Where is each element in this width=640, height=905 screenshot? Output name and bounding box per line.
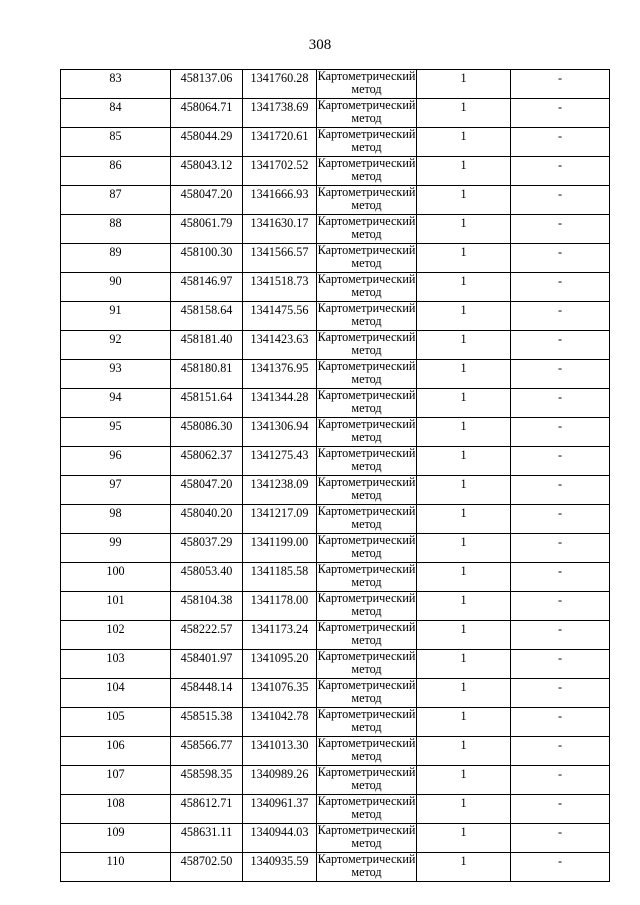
- method-text: Картометрический метод: [317, 504, 416, 531]
- y-coordinate-cell: 1341376.95: [243, 360, 317, 389]
- table-row: [61, 650, 610, 679]
- table-row: [61, 302, 610, 331]
- point-number-cell: 96: [61, 447, 171, 476]
- point-number-cell: 91: [61, 302, 171, 331]
- y-coordinate-cell: 1340944.03: [243, 824, 317, 853]
- point-number-cell: 103: [61, 650, 171, 679]
- y-coordinate-cell: 1340935.59: [243, 853, 317, 882]
- y-coordinate-cell: 1341199.00: [243, 534, 317, 563]
- x-coordinate-cell: 458181.40: [171, 331, 243, 360]
- y-coordinate-cell: 1341738.69: [243, 99, 317, 128]
- point-number-cell: 93: [61, 360, 171, 389]
- note-cell: -: [511, 360, 610, 389]
- table-row: [61, 563, 610, 592]
- method-cell: [317, 273, 417, 302]
- table-row: [61, 157, 610, 186]
- accuracy-cell: 1: [417, 360, 511, 389]
- x-coordinate-cell: 458064.71: [171, 99, 243, 128]
- method-cell: [317, 99, 417, 128]
- point-number-cell: 92: [61, 331, 171, 360]
- method-text: Картометрический метод: [317, 678, 416, 705]
- point-number-cell: 88: [61, 215, 171, 244]
- method-cell: [317, 795, 417, 824]
- y-coordinate-cell: 1340989.26: [243, 766, 317, 795]
- x-coordinate-cell: 458598.35: [171, 766, 243, 795]
- method-text: Картометрический метод: [317, 533, 416, 560]
- note-cell: -: [511, 679, 610, 708]
- x-coordinate-cell: 458515.38: [171, 708, 243, 737]
- method-cell: [317, 186, 417, 215]
- y-coordinate-cell: 1341423.63: [243, 331, 317, 360]
- table-row: [61, 679, 610, 708]
- accuracy-cell: 1: [417, 679, 511, 708]
- note-cell: -: [511, 331, 610, 360]
- method-text: Картометрический метод: [317, 272, 416, 299]
- point-number-cell: 89: [61, 244, 171, 273]
- note-cell: -: [511, 215, 610, 244]
- note-cell: -: [511, 708, 610, 737]
- x-coordinate-cell: 458062.37: [171, 447, 243, 476]
- table-row: [61, 389, 610, 418]
- method-text: Картометрический метод: [317, 127, 416, 154]
- method-cell: [317, 418, 417, 447]
- accuracy-cell: 1: [417, 273, 511, 302]
- y-coordinate-cell: 1341173.24: [243, 621, 317, 650]
- accuracy-cell: 1: [417, 592, 511, 621]
- method-text: Картометрический метод: [317, 446, 416, 473]
- x-coordinate-cell: 458158.64: [171, 302, 243, 331]
- x-coordinate-cell: 458100.30: [171, 244, 243, 273]
- point-number-cell: 87: [61, 186, 171, 215]
- table-row: [61, 505, 610, 534]
- table-row: [61, 331, 610, 360]
- point-number-cell: 107: [61, 766, 171, 795]
- point-number-cell: 84: [61, 99, 171, 128]
- point-number-cell: 97: [61, 476, 171, 505]
- x-coordinate-cell: 458047.20: [171, 476, 243, 505]
- table-row: [61, 418, 610, 447]
- table-row: [61, 737, 610, 766]
- accuracy-cell: 1: [417, 476, 511, 505]
- method-text: Картометрический метод: [317, 185, 416, 212]
- point-number-cell: 83: [61, 70, 171, 99]
- x-coordinate-cell: 458448.14: [171, 679, 243, 708]
- method-text: Картометрический метод: [317, 794, 416, 821]
- note-cell: -: [511, 824, 610, 853]
- note-cell: -: [511, 99, 610, 128]
- accuracy-cell: 1: [417, 766, 511, 795]
- accuracy-cell: 1: [417, 70, 511, 99]
- accuracy-cell: 1: [417, 99, 511, 128]
- x-coordinate-cell: 458043.12: [171, 157, 243, 186]
- accuracy-cell: 1: [417, 331, 511, 360]
- note-cell: -: [511, 853, 610, 882]
- y-coordinate-cell: 1341760.28: [243, 70, 317, 99]
- point-number-cell: 110: [61, 853, 171, 882]
- table-row: [61, 621, 610, 650]
- page-number: 308: [308, 37, 332, 53]
- method-cell: [317, 824, 417, 853]
- y-coordinate-cell: 1341475.56: [243, 302, 317, 331]
- point-number-cell: 100: [61, 563, 171, 592]
- note-cell: -: [511, 505, 610, 534]
- point-number-cell: 94: [61, 389, 171, 418]
- method-text: Картометрический метод: [317, 736, 416, 763]
- accuracy-cell: 1: [417, 650, 511, 679]
- note-cell: -: [511, 157, 610, 186]
- accuracy-cell: 1: [417, 737, 511, 766]
- method-cell: [317, 476, 417, 505]
- x-coordinate-cell: 458146.97: [171, 273, 243, 302]
- x-coordinate-cell: 458044.29: [171, 128, 243, 157]
- method-cell: [317, 592, 417, 621]
- y-coordinate-cell: 1341042.78: [243, 708, 317, 737]
- method-text: Картометрический метод: [317, 156, 416, 183]
- method-text: Картометрический метод: [317, 707, 416, 734]
- accuracy-cell: 1: [417, 215, 511, 244]
- y-coordinate-cell: 1341076.35: [243, 679, 317, 708]
- note-cell: -: [511, 766, 610, 795]
- accuracy-cell: 1: [417, 853, 511, 882]
- x-coordinate-cell: 458037.29: [171, 534, 243, 563]
- y-coordinate-cell: 1341630.17: [243, 215, 317, 244]
- y-coordinate-cell: 1341095.20: [243, 650, 317, 679]
- note-cell: -: [511, 476, 610, 505]
- table-row: [61, 824, 610, 853]
- method-cell: [317, 650, 417, 679]
- method-cell: [317, 128, 417, 157]
- note-cell: -: [511, 592, 610, 621]
- method-text: Картометрический метод: [317, 214, 416, 241]
- x-coordinate-cell: 458612.71: [171, 795, 243, 824]
- y-coordinate-cell: 1341013.30: [243, 737, 317, 766]
- table-row: [61, 766, 610, 795]
- point-number-cell: 85: [61, 128, 171, 157]
- table-row: [61, 70, 610, 99]
- method-text: Картометрический метод: [317, 301, 416, 328]
- x-coordinate-cell: 458047.20: [171, 186, 243, 215]
- point-number-cell: 102: [61, 621, 171, 650]
- note-cell: -: [511, 650, 610, 679]
- table-row: [61, 273, 610, 302]
- note-cell: -: [511, 128, 610, 157]
- method-cell: [317, 853, 417, 882]
- point-number-cell: 104: [61, 679, 171, 708]
- y-coordinate-cell: 1341217.09: [243, 505, 317, 534]
- table-row: [61, 795, 610, 824]
- table-row: [61, 186, 610, 215]
- method-text: Картометрический метод: [317, 359, 416, 386]
- note-cell: -: [511, 563, 610, 592]
- note-cell: -: [511, 418, 610, 447]
- accuracy-cell: 1: [417, 824, 511, 853]
- table-row: [61, 708, 610, 737]
- method-text: Картометрический метод: [317, 852, 416, 879]
- note-cell: -: [511, 273, 610, 302]
- point-number-cell: 108: [61, 795, 171, 824]
- x-coordinate-cell: 458222.57: [171, 621, 243, 650]
- point-number-cell: 105: [61, 708, 171, 737]
- x-coordinate-cell: 458137.06: [171, 70, 243, 99]
- method-cell: [317, 302, 417, 331]
- x-coordinate-cell: 458086.30: [171, 418, 243, 447]
- accuracy-cell: 1: [417, 186, 511, 215]
- method-text: Картометрический метод: [317, 475, 416, 502]
- table-body: [61, 70, 610, 882]
- x-coordinate-cell: 458401.97: [171, 650, 243, 679]
- point-number-cell: 98: [61, 505, 171, 534]
- method-cell: [317, 708, 417, 737]
- method-text: Картометрический метод: [317, 591, 416, 618]
- y-coordinate-cell: 1341720.61: [243, 128, 317, 157]
- x-coordinate-cell: 458053.40: [171, 563, 243, 592]
- table-row: [61, 447, 610, 476]
- method-cell: [317, 621, 417, 650]
- method-text: Картометрический метод: [317, 417, 416, 444]
- method-text: Картометрический метод: [317, 823, 416, 850]
- y-coordinate-cell: 1341566.57: [243, 244, 317, 273]
- note-cell: -: [511, 244, 610, 273]
- y-coordinate-cell: 1341702.52: [243, 157, 317, 186]
- method-text: Картометрический метод: [317, 620, 416, 647]
- method-cell: [317, 563, 417, 592]
- note-cell: -: [511, 621, 610, 650]
- accuracy-cell: 1: [417, 563, 511, 592]
- accuracy-cell: 1: [417, 621, 511, 650]
- method-text: Картометрический метод: [317, 243, 416, 270]
- table-row: [61, 99, 610, 128]
- x-coordinate-cell: 458104.38: [171, 592, 243, 621]
- accuracy-cell: 1: [417, 418, 511, 447]
- method-text: Картометрический метод: [317, 388, 416, 415]
- method-cell: [317, 389, 417, 418]
- y-coordinate-cell: 1341344.28: [243, 389, 317, 418]
- y-coordinate-cell: 1341178.00: [243, 592, 317, 621]
- accuracy-cell: 1: [417, 505, 511, 534]
- method-text: Картометрический метод: [317, 765, 416, 792]
- x-coordinate-cell: 458566.77: [171, 737, 243, 766]
- method-text: Картометрический метод: [317, 69, 416, 96]
- method-cell: [317, 215, 417, 244]
- y-coordinate-cell: 1341518.73: [243, 273, 317, 302]
- accuracy-cell: 1: [417, 157, 511, 186]
- point-number-cell: 109: [61, 824, 171, 853]
- y-coordinate-cell: 1341185.58: [243, 563, 317, 592]
- accuracy-cell: 1: [417, 534, 511, 563]
- point-number-cell: 106: [61, 737, 171, 766]
- x-coordinate-cell: 458702.50: [171, 853, 243, 882]
- note-cell: -: [511, 795, 610, 824]
- method-cell: [317, 766, 417, 795]
- point-number-cell: 86: [61, 157, 171, 186]
- y-coordinate-cell: 1341666.93: [243, 186, 317, 215]
- accuracy-cell: 1: [417, 795, 511, 824]
- y-coordinate-cell: 1340961.37: [243, 795, 317, 824]
- note-cell: -: [511, 737, 610, 766]
- accuracy-cell: 1: [417, 302, 511, 331]
- note-cell: -: [511, 186, 610, 215]
- coordinates-table: [60, 69, 610, 882]
- y-coordinate-cell: 1341275.43: [243, 447, 317, 476]
- x-coordinate-cell: 458631.11: [171, 824, 243, 853]
- x-coordinate-cell: 458061.79: [171, 215, 243, 244]
- y-coordinate-cell: 1341238.09: [243, 476, 317, 505]
- accuracy-cell: 1: [417, 128, 511, 157]
- y-coordinate-cell: 1341306.94: [243, 418, 317, 447]
- method-text: Картометрический метод: [317, 98, 416, 125]
- table-row: [61, 360, 610, 389]
- x-coordinate-cell: 458180.81: [171, 360, 243, 389]
- note-cell: -: [511, 447, 610, 476]
- x-coordinate-cell: 458040.20: [171, 505, 243, 534]
- method-cell: [317, 737, 417, 766]
- method-cell: [317, 447, 417, 476]
- x-coordinate-cell: 458151.64: [171, 389, 243, 418]
- table-row: [61, 592, 610, 621]
- point-number-cell: 99: [61, 534, 171, 563]
- point-number-cell: 95: [61, 418, 171, 447]
- note-cell: -: [511, 302, 610, 331]
- method-cell: [317, 679, 417, 708]
- method-text: Картометрический метод: [317, 562, 416, 589]
- table-row: [61, 215, 610, 244]
- method-cell: [317, 534, 417, 563]
- table-row: [61, 534, 610, 563]
- method-cell: [317, 244, 417, 273]
- accuracy-cell: 1: [417, 708, 511, 737]
- accuracy-cell: 1: [417, 244, 511, 273]
- method-cell: [317, 70, 417, 99]
- method-cell: [317, 331, 417, 360]
- point-number-cell: 90: [61, 273, 171, 302]
- table-row: [61, 244, 610, 273]
- table-row: [61, 853, 610, 882]
- accuracy-cell: 1: [417, 447, 511, 476]
- method-cell: [317, 157, 417, 186]
- method-cell: [317, 505, 417, 534]
- method-text: Картометрический метод: [317, 649, 416, 676]
- point-number-cell: 101: [61, 592, 171, 621]
- accuracy-cell: 1: [417, 389, 511, 418]
- method-cell: [317, 360, 417, 389]
- note-cell: -: [511, 534, 610, 563]
- method-text: Картометрический метод: [317, 330, 416, 357]
- note-cell: -: [511, 389, 610, 418]
- table-row: [61, 128, 610, 157]
- table-row: [61, 476, 610, 505]
- note-cell: -: [511, 70, 610, 99]
